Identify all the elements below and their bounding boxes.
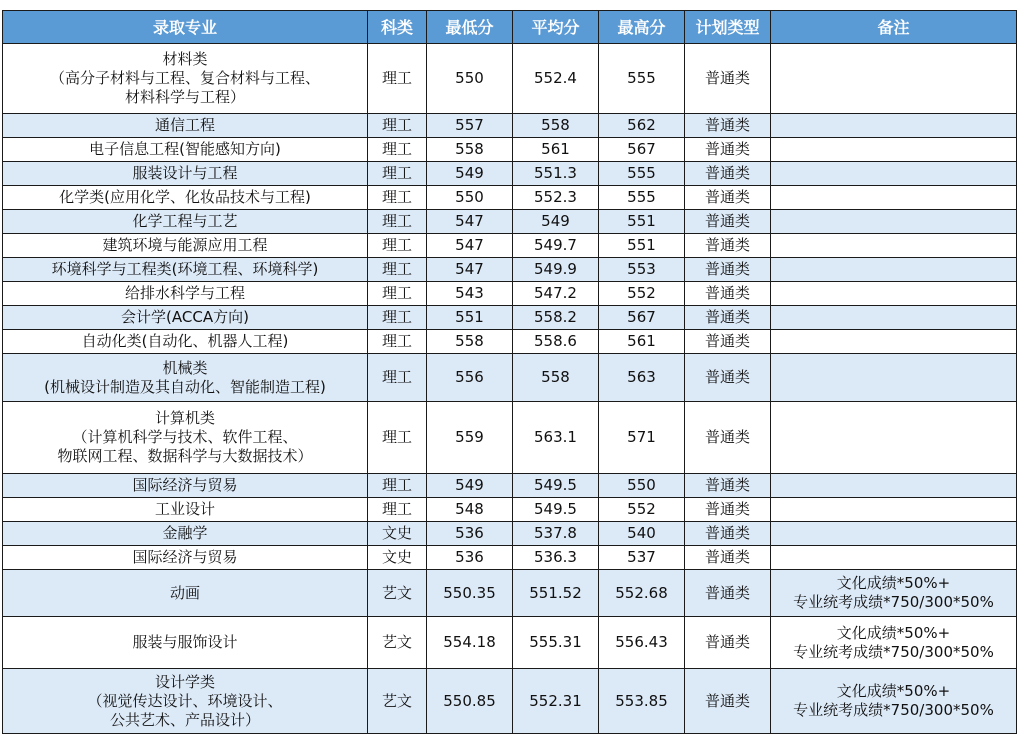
cell-avg-score: 549.5 — [513, 474, 599, 498]
header-plan-type: 计划类型 — [685, 11, 771, 44]
cell-category: 理工 — [368, 186, 427, 210]
cell-major — [3, 354, 368, 402]
cell-avg-score: 547.2 — [513, 282, 599, 306]
note-line: 专业统考成绩*750/300*50% — [793, 701, 994, 719]
cell-plan-type: 普通类 — [685, 258, 771, 282]
major-line: 服装设计与工程 — [132, 164, 238, 182]
cell-avg-score: 549.5 — [513, 498, 599, 522]
cell-avg-score: 549 — [513, 210, 599, 234]
cell-plan-type: 普通类 — [685, 234, 771, 258]
cell-category: 理工 — [368, 162, 427, 186]
cell-min-score: 558 — [427, 138, 513, 162]
table-row — [3, 570, 1017, 617]
cell-note — [771, 258, 1017, 282]
cell-major — [3, 234, 368, 258]
cell-max-score: 552 — [599, 498, 685, 522]
cell-avg-score: 536.3 — [513, 546, 599, 570]
cell-major — [3, 617, 368, 669]
table-row — [3, 162, 1017, 186]
cell-major — [3, 669, 368, 734]
cell-min-score: 556 — [427, 354, 513, 402]
cell-major — [3, 474, 368, 498]
cell-max-score: 552 — [599, 282, 685, 306]
note-line: 文化成绩*50%+ — [836, 574, 951, 592]
cell-min-score: 549 — [427, 162, 513, 186]
cell-major — [3, 402, 368, 474]
cell-major — [3, 330, 368, 354]
note-line: 文化成绩*50%+ — [836, 682, 951, 700]
cell-plan-type: 普通类 — [685, 306, 771, 330]
cell-min-score: 551 — [427, 306, 513, 330]
major-line: 建筑环境与能源应用工程 — [102, 236, 268, 254]
cell-plan-type: 普通类 — [685, 570, 771, 617]
major-line: 金融学 — [162, 524, 208, 542]
cell-max-score: 553.85 — [599, 669, 685, 734]
cell-min-score: 550.35 — [427, 570, 513, 617]
cell-avg-score: 552.4 — [513, 44, 599, 114]
cell-plan-type: 普通类 — [685, 498, 771, 522]
header-major: 录取专业 — [3, 11, 368, 44]
cell-note — [771, 138, 1017, 162]
cell-note — [771, 44, 1017, 114]
cell-major — [3, 186, 368, 210]
note-line: 文化成绩*50%+ — [836, 623, 951, 642]
cell-avg-score: 549.7 — [513, 234, 599, 258]
cell-avg-score: 549.9 — [513, 258, 599, 282]
table-row — [3, 669, 1017, 734]
major-line: 材料科学与工程） — [124, 88, 245, 106]
cell-note — [771, 546, 1017, 570]
cell-avg-score: 563.1 — [513, 402, 599, 474]
cell-max-score: 552.68 — [599, 570, 685, 617]
table-row — [3, 44, 1017, 114]
cell-category: 理工 — [368, 402, 427, 474]
admission-scores-table — [2, 10, 1017, 734]
cell-min-score: 536 — [427, 522, 513, 546]
cell-plan-type: 普通类 — [685, 522, 771, 546]
cell-max-score: 540 — [599, 522, 685, 546]
cell-min-score: 547 — [427, 258, 513, 282]
cell-max-score: 537 — [599, 546, 685, 570]
cell-plan-type: 普通类 — [685, 210, 771, 234]
cell-major — [3, 258, 368, 282]
cell-major — [3, 546, 368, 570]
cell-plan-type: 普通类 — [685, 330, 771, 354]
note-line: 专业统考成绩*750/300*50% — [793, 642, 994, 661]
cell-category: 理工 — [368, 114, 427, 138]
cell-min-score: 547 — [427, 234, 513, 258]
table-row — [3, 306, 1017, 330]
cell-max-score: 551 — [599, 210, 685, 234]
cell-category: 文史 — [368, 546, 427, 570]
major-line: 国际经济与贸易 — [132, 548, 238, 566]
cell-note — [771, 570, 1017, 617]
cell-max-score: 567 — [599, 138, 685, 162]
cell-max-score: 555 — [599, 186, 685, 210]
cell-major — [3, 498, 368, 522]
major-line: 机械类 — [162, 358, 208, 377]
cell-min-score: 550.85 — [427, 669, 513, 734]
major-line: 物联网工程、数据科学与大数据技术） — [57, 447, 313, 465]
cell-category: 理工 — [368, 474, 427, 498]
cell-note — [771, 306, 1017, 330]
major-line: 化学工程与工艺 — [132, 212, 238, 230]
cell-major — [3, 44, 368, 114]
cell-plan-type: 普通类 — [685, 617, 771, 669]
cell-note — [771, 234, 1017, 258]
cell-major — [3, 114, 368, 138]
cell-plan-type: 普通类 — [685, 546, 771, 570]
cell-plan-type: 普通类 — [685, 474, 771, 498]
major-line: 国际经济与贸易 — [132, 476, 238, 494]
cell-plan-type: 普通类 — [685, 138, 771, 162]
cell-avg-score: 552.31 — [513, 669, 599, 734]
cell-plan-type: 普通类 — [685, 282, 771, 306]
cell-plan-type: 普通类 — [685, 402, 771, 474]
cell-max-score: 563 — [599, 354, 685, 402]
major-line: 动画 — [169, 583, 200, 602]
major-line: 公共艺术、产品设计） — [109, 710, 260, 729]
table-row — [3, 617, 1017, 669]
cell-max-score: 571 — [599, 402, 685, 474]
major-line: 环境科学与工程类(环境工程、环境科学) — [51, 260, 319, 278]
cell-plan-type: 普通类 — [685, 114, 771, 138]
cell-max-score: 555 — [599, 162, 685, 186]
table-row — [3, 138, 1017, 162]
header-max-score: 最高分 — [599, 11, 685, 44]
header-category: 科类 — [368, 11, 427, 44]
table-row — [3, 282, 1017, 306]
cell-avg-score: 558 — [513, 114, 599, 138]
header-row — [3, 11, 1017, 44]
cell-major — [3, 306, 368, 330]
table-row — [3, 234, 1017, 258]
major-line: 服装与服饰设计 — [132, 633, 238, 651]
header-min-score: 最低分 — [427, 11, 513, 44]
cell-major — [3, 210, 368, 234]
cell-min-score: 550 — [427, 44, 513, 114]
major-line: （计算机科学与技术、软件工程、 — [72, 428, 298, 446]
cell-avg-score: 537.8 — [513, 522, 599, 546]
major-line: 材料类 — [162, 50, 208, 68]
cell-category: 艺文 — [368, 617, 427, 669]
cell-min-score: 547 — [427, 210, 513, 234]
table-row — [3, 186, 1017, 210]
cell-min-score: 549 — [427, 474, 513, 498]
cell-category: 理工 — [368, 498, 427, 522]
cell-major — [3, 162, 368, 186]
cell-category: 理工 — [368, 354, 427, 402]
cell-note — [771, 186, 1017, 210]
cell-plan-type: 普通类 — [685, 669, 771, 734]
note-line: 专业统考成绩*750/300*50% — [793, 593, 994, 611]
table-row — [3, 546, 1017, 570]
cell-min-score: 558 — [427, 330, 513, 354]
cell-major — [3, 570, 368, 617]
cell-max-score: 561 — [599, 330, 685, 354]
cell-min-score: 559 — [427, 402, 513, 474]
cell-note — [771, 354, 1017, 402]
cell-note — [771, 162, 1017, 186]
cell-major — [3, 522, 368, 546]
major-line: 给排水科学与工程 — [124, 284, 245, 302]
cell-min-score: 554.18 — [427, 617, 513, 669]
cell-note — [771, 617, 1017, 669]
cell-avg-score: 551.52 — [513, 570, 599, 617]
cell-major — [3, 138, 368, 162]
cell-category: 文史 — [368, 522, 427, 546]
cell-note — [771, 330, 1017, 354]
cell-max-score: 555 — [599, 44, 685, 114]
major-line: 电子信息工程(智能感知方向) — [89, 140, 281, 158]
table-row — [3, 114, 1017, 138]
table-row — [3, 330, 1017, 354]
major-line: 计算机类 — [154, 409, 215, 427]
major-line: 工业设计 — [154, 500, 215, 518]
cell-category: 理工 — [368, 282, 427, 306]
cell-plan-type: 普通类 — [685, 354, 771, 402]
cell-avg-score: 558.2 — [513, 306, 599, 330]
cell-max-score: 553 — [599, 258, 685, 282]
cell-note — [771, 474, 1017, 498]
cell-category: 理工 — [368, 330, 427, 354]
major-line: 会计学(ACCA方向) — [121, 308, 249, 326]
cell-max-score: 551 — [599, 234, 685, 258]
cell-category: 理工 — [368, 306, 427, 330]
table-row — [3, 354, 1017, 402]
major-line: （高分子材料与工程、复合材料与工程、 — [49, 69, 320, 87]
major-line: （视觉传达设计、环境设计、 — [87, 691, 283, 710]
cell-note — [771, 282, 1017, 306]
cell-note — [771, 498, 1017, 522]
cell-category: 理工 — [368, 210, 427, 234]
major-line: (机械设计制造及其自动化、智能制造工程) — [44, 377, 326, 396]
major-line: 通信工程 — [154, 116, 215, 134]
cell-avg-score: 551.3 — [513, 162, 599, 186]
cell-min-score: 557 — [427, 114, 513, 138]
cell-note — [771, 522, 1017, 546]
cell-note — [771, 210, 1017, 234]
cell-category: 理工 — [368, 258, 427, 282]
cell-max-score: 567 — [599, 306, 685, 330]
cell-note — [771, 114, 1017, 138]
table-row — [3, 522, 1017, 546]
table-body — [3, 44, 1017, 734]
header-note: 备注 — [771, 11, 1017, 44]
table-row — [3, 498, 1017, 522]
cell-category: 理工 — [368, 234, 427, 258]
major-line: 自动化类(自动化、机器人工程) — [81, 332, 289, 350]
cell-max-score: 556.43 — [599, 617, 685, 669]
cell-min-score: 536 — [427, 546, 513, 570]
cell-avg-score: 558.6 — [513, 330, 599, 354]
cell-avg-score: 552.3 — [513, 186, 599, 210]
major-line: 设计学类 — [154, 672, 215, 691]
cell-note — [771, 402, 1017, 474]
cell-min-score: 550 — [427, 186, 513, 210]
table-row — [3, 210, 1017, 234]
cell-avg-score: 555.31 — [513, 617, 599, 669]
cell-min-score: 543 — [427, 282, 513, 306]
cell-plan-type: 普通类 — [685, 186, 771, 210]
cell-avg-score: 561 — [513, 138, 599, 162]
cell-min-score: 548 — [427, 498, 513, 522]
cell-avg-score: 558 — [513, 354, 599, 402]
cell-category: 艺文 — [368, 570, 427, 617]
cell-plan-type: 普通类 — [685, 162, 771, 186]
table-row — [3, 258, 1017, 282]
cell-note — [771, 669, 1017, 734]
major-line: 化学类(应用化学、化妆品技术与工程) — [59, 188, 311, 206]
table-row — [3, 402, 1017, 474]
cell-major — [3, 282, 368, 306]
table-row — [3, 474, 1017, 498]
cell-category: 理工 — [368, 138, 427, 162]
cell-max-score: 562 — [599, 114, 685, 138]
cell-category: 艺文 — [368, 669, 427, 734]
cell-plan-type: 普通类 — [685, 44, 771, 114]
header-avg-score: 平均分 — [513, 11, 599, 44]
cell-max-score: 550 — [599, 474, 685, 498]
cell-category: 理工 — [368, 44, 427, 114]
